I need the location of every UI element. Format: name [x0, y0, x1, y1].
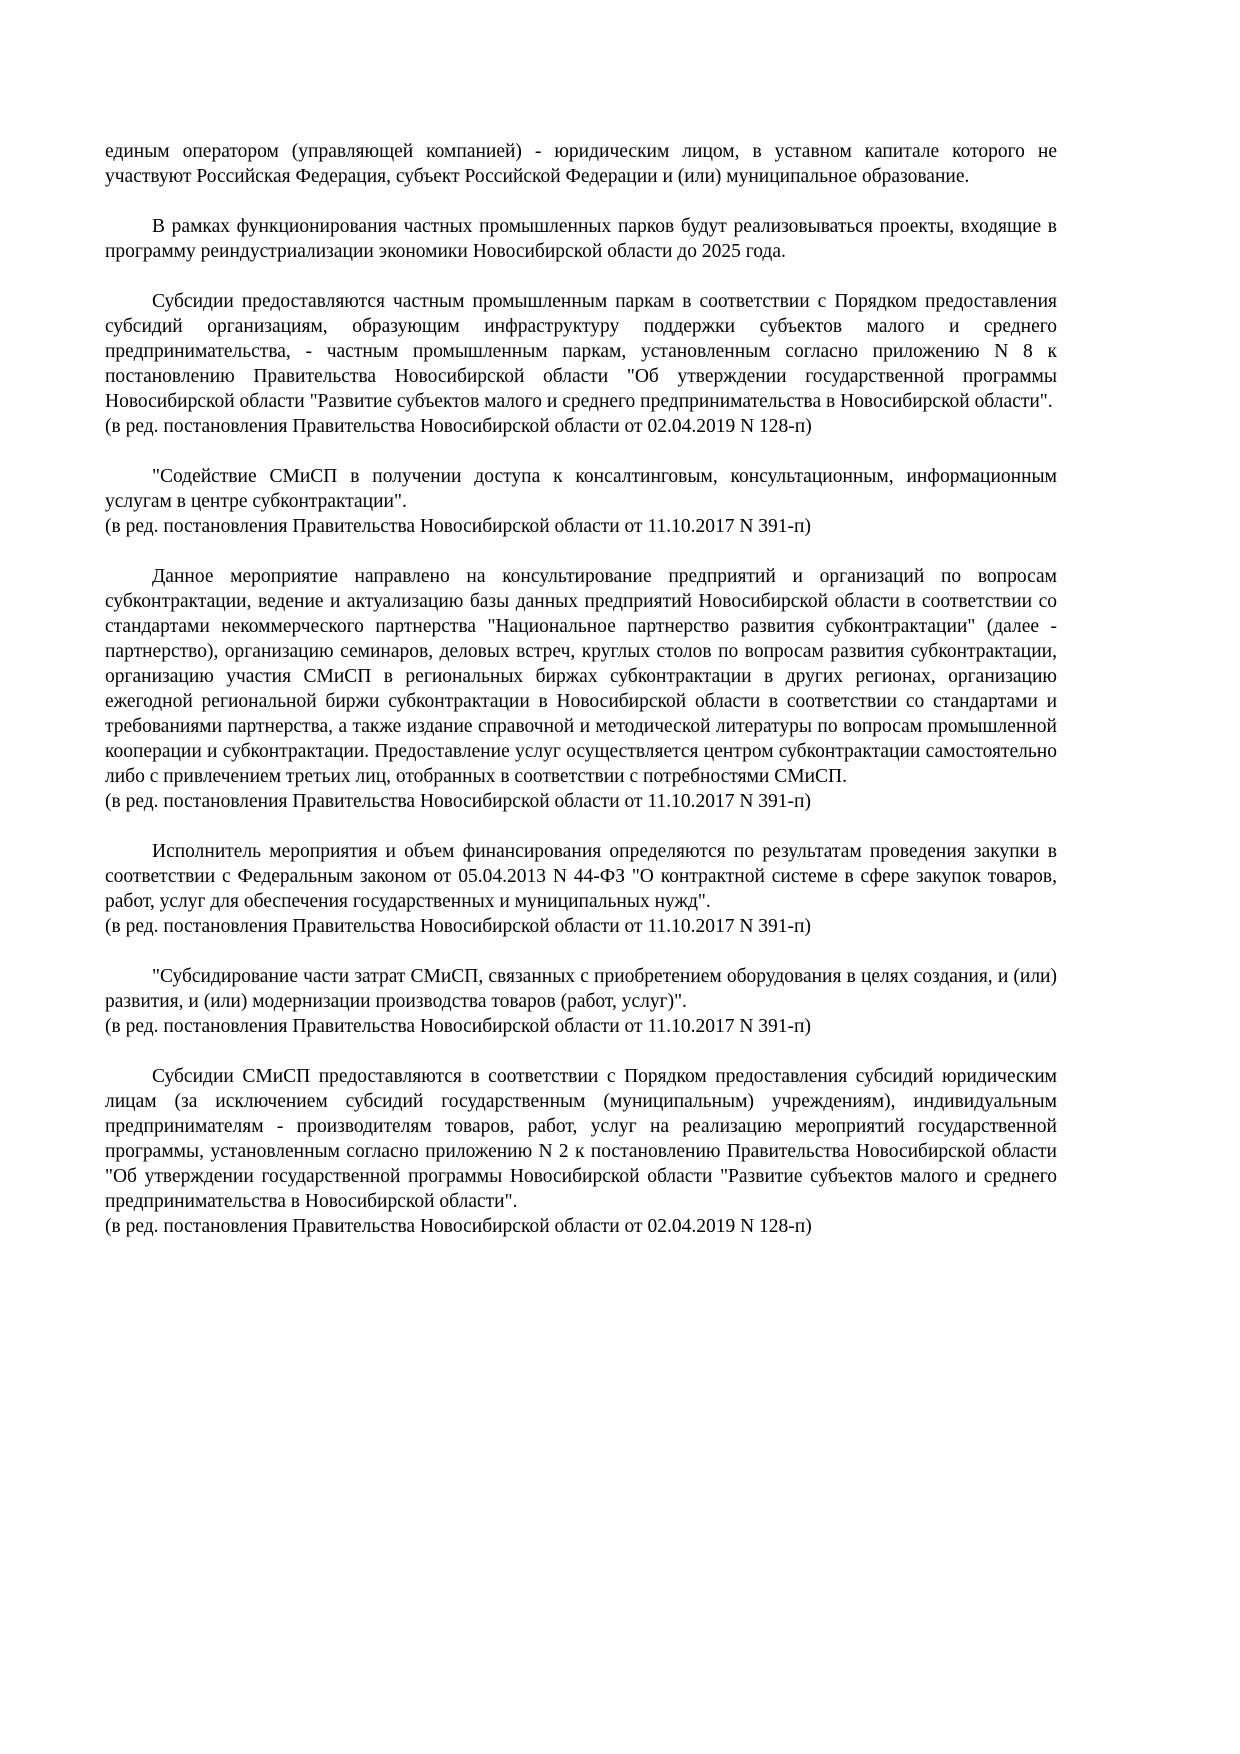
amendment-note: (в ред. постановления Правительства Новосибирской области от 11.10.2017 N 391-п): [105, 1016, 811, 1037]
body-paragraph: Данное мероприятие направлено на консультирование предприятий и организаций по вопросам субконтрактации, ведение и актуализацию базы данных предприятий Новосибирской области в соответствии со стандартами некоммерческого партнерства "Национальное партнерство развития субконтрактации" (далее - партнерство), организацию семинаров, деловых встреч, круглых столов по вопросам развития субконтрактации, организацию участия СМиСП в региональных биржах субконтрактации в других регионах, организацию ежегодной региональной биржи субконтрактации в Новосибирской области в соответствии со стандартами и требованиями партнерства, а также издание справочной и методической литературы по вопросам промышленной кооперации и субконтрактации. Предоставление услуг осуществляется центром субконтрактации самостоятельно либо с привлечением третьих лиц, отобранных в соответствии с потребностями СМиСП.: [105, 566, 1057, 787]
body-paragraph: В рамках функционирования частных промышленных парков будут реализовываться проекты, входящие в программу реиндустриализации экономики Новосибирской области до 2025 года.: [105, 216, 1057, 262]
amendment-note: (в ред. постановления Правительства Новосибирской области от 02.04.2019 N 128-п): [105, 416, 812, 437]
amendment-note: (в ред. постановления Правительства Новосибирской области от 11.10.2017 N 391-п): [105, 516, 811, 537]
body-paragraph: "Содействие СМиСП в получении доступа к консалтинговым, консультационным, информационным услугам в центре субконтрактации".: [105, 466, 1057, 512]
body-paragraph: единым оператором (управляющей компанией) - юридическим лицом, в уставном капитале которого не участвуют Российская Федерация, субъект Российской Федерации и (или) муниципальное образование.: [105, 141, 1057, 187]
body-paragraph: "Субсидирование части затрат СМиСП, связанных с приобретением оборудования в целях создания, и (или) развития, и (или) модернизации производства товаров (работ, услуг)".: [105, 966, 1057, 1012]
amendment-note: (в ред. постановления Правительства Новосибирской области от 02.04.2019 N 128-п): [105, 1216, 812, 1237]
amendment-note: (в ред. постановления Правительства Новосибирской области от 11.10.2017 N 391-п): [105, 916, 811, 937]
body-paragraph: Исполнитель мероприятия и объем финансирования определяются по результатам проведения закупки в соответствии с Федеральным законом от 05.04.2013 N 44-ФЗ "О контрактной системе в сфере закупок товаров, работ, услуг для обеспечения государственных и муниципальных нужд".: [105, 841, 1057, 912]
document-content: [105, 139, 1057, 1239]
body-paragraph: Субсидии предоставляются частным промышленным паркам в соответствии с Порядком предоставления субсидий организациям, образующим инфраструктуру поддержки субъектов малого и среднего предпринимательства, - частным промышленным паркам, установленным согласно приложению N 8 к постановлению Правительства Новосибирской области "Об утверждении государственной программы Новосибирской области "Развитие субъектов малого и среднего предпринимательства в Новосибирской области".: [105, 291, 1057, 412]
amendment-note: (в ред. постановления Правительства Новосибирской области от 11.10.2017 N 391-п): [105, 791, 811, 812]
body-paragraph: Субсидии СМиСП предоставляются в соответствии с Порядком предоставления субсидий юридическим лицам (за исключением субсидий государственным (муниципальным) учреждениям), индивидуальным предпринимателям - производителям товаров, работ, услуг на реализацию мероприятий государственной программы, установленным согласно приложению N 2 к постановлению Правительства Новосибирской области "Об утверждении государственной программы Новосибирской области "Развитие субъектов малого и среднего предпринимательства в Новосибирской области".: [105, 1066, 1057, 1212]
